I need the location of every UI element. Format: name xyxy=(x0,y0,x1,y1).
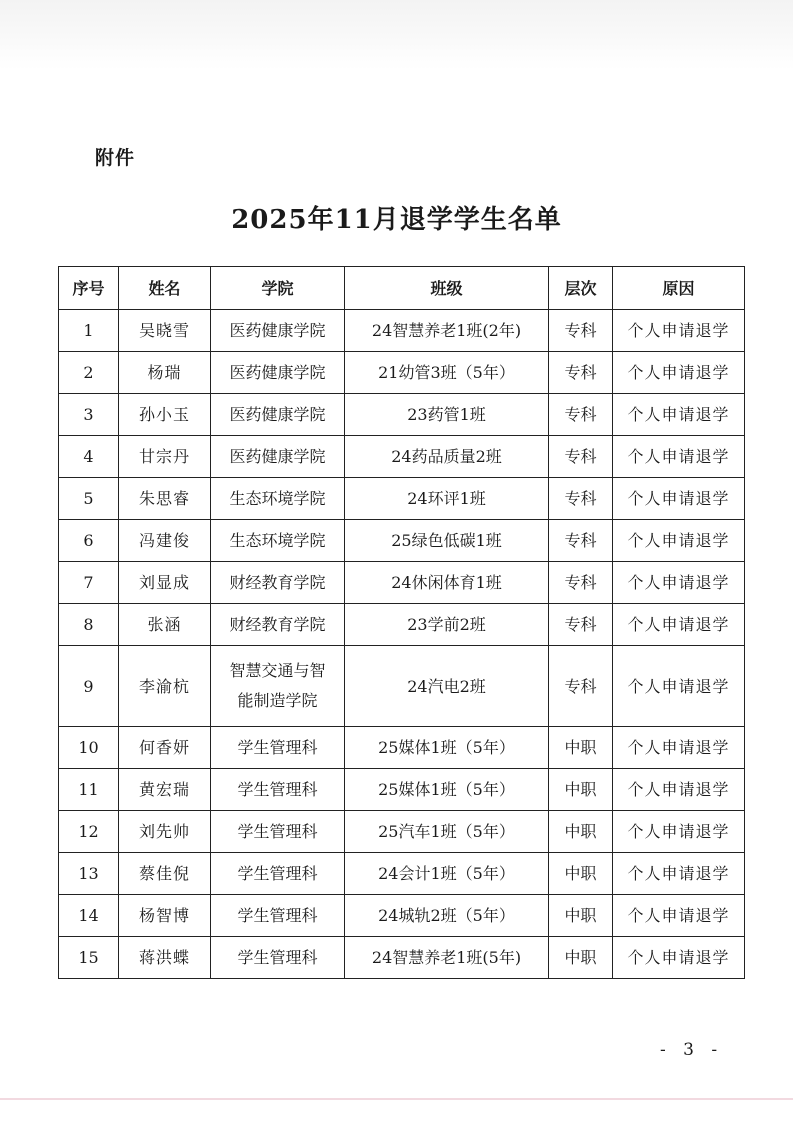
cell-level: 中职 xyxy=(549,769,613,811)
cell-class: 24汽电2班 xyxy=(345,646,549,727)
cell-college: 医药健康学院 xyxy=(211,436,345,478)
cell-college: 学生管理科 xyxy=(211,937,345,979)
cell-name: 刘先帅 xyxy=(119,811,211,853)
cell-level: 专科 xyxy=(549,646,613,727)
cell-level: 专科 xyxy=(549,478,613,520)
cell-class: 25汽车1班（5年） xyxy=(345,811,549,853)
table-row xyxy=(59,727,745,769)
cell-serial: 13 xyxy=(59,853,119,895)
cell-class: 23药管1班 xyxy=(345,394,549,436)
cell-class: 21幼管3班（5年） xyxy=(345,352,549,394)
cell-name: 杨瑞 xyxy=(119,352,211,394)
cell-college: 生态环境学院 xyxy=(211,520,345,562)
attachment-label: 附件 xyxy=(95,147,136,169)
cell-serial: 3 xyxy=(59,394,119,436)
cell-level: 专科 xyxy=(549,520,613,562)
cell-reason: 个人申请退学 xyxy=(613,769,745,811)
cell-serial: 2 xyxy=(59,352,119,394)
table-header-row xyxy=(59,267,745,310)
cell-reason: 个人申请退学 xyxy=(613,394,745,436)
cell-class: 24药品质量2班 xyxy=(345,436,549,478)
table-row xyxy=(59,895,745,937)
cell-serial: 7 xyxy=(59,562,119,604)
cell-level: 专科 xyxy=(549,562,613,604)
cell-reason: 个人申请退学 xyxy=(613,520,745,562)
table-row xyxy=(59,562,745,604)
table-row xyxy=(59,310,745,352)
cell-name: 刘显成 xyxy=(119,562,211,604)
cell-level: 中职 xyxy=(549,811,613,853)
cell-serial: 9 xyxy=(59,646,119,727)
cell-reason: 个人申请退学 xyxy=(613,562,745,604)
table-row xyxy=(59,853,745,895)
cell-level: 中职 xyxy=(549,727,613,769)
cell-college: 学生管理科 xyxy=(211,853,345,895)
cell-level: 中职 xyxy=(549,895,613,937)
cell-serial: 8 xyxy=(59,604,119,646)
cell-class: 24城轨2班（5年） xyxy=(345,895,549,937)
table-row xyxy=(59,646,745,727)
cell-name: 张涵 xyxy=(119,604,211,646)
cell-name: 李渝杭 xyxy=(119,646,211,727)
cell-college: 生态环境学院 xyxy=(211,478,345,520)
cell-reason: 个人申请退学 xyxy=(613,352,745,394)
cell-class: 24休闲体育1班 xyxy=(345,562,549,604)
cell-name: 冯建俊 xyxy=(119,520,211,562)
table-row xyxy=(59,436,745,478)
cell-reason: 个人申请退学 xyxy=(613,310,745,352)
table-row xyxy=(59,352,745,394)
cell-college: 医药健康学院 xyxy=(211,394,345,436)
cell-college: 智慧交通与智能制造学院 xyxy=(211,646,345,727)
cell-name: 甘宗丹 xyxy=(119,436,211,478)
cell-level: 中职 xyxy=(549,937,613,979)
cell-serial: 10 xyxy=(59,727,119,769)
cell-level: 专科 xyxy=(549,310,613,352)
cell-serial: 14 xyxy=(59,895,119,937)
cell-reason: 个人申请退学 xyxy=(613,853,745,895)
cell-level: 专科 xyxy=(549,352,613,394)
cell-college: 医药健康学院 xyxy=(211,352,345,394)
cell-name: 蔡佳倪 xyxy=(119,853,211,895)
scan-top-band xyxy=(0,0,793,70)
cell-college: 财经教育学院 xyxy=(211,562,345,604)
cell-name: 黄宏瑞 xyxy=(119,769,211,811)
cell-college: 医药健康学院 xyxy=(211,310,345,352)
cell-class: 25媒体1班（5年） xyxy=(345,727,549,769)
cell-level: 中职 xyxy=(549,853,613,895)
table-row xyxy=(59,811,745,853)
cell-college: 学生管理科 xyxy=(211,727,345,769)
cell-reason: 个人申请退学 xyxy=(613,604,745,646)
scan-bottom-line xyxy=(0,1098,793,1100)
cell-name: 吴晓雪 xyxy=(119,310,211,352)
cell-name: 朱思睿 xyxy=(119,478,211,520)
header-level: 层次 xyxy=(549,267,613,310)
cell-class: 25媒体1班（5年） xyxy=(345,769,549,811)
cell-reason: 个人申请退学 xyxy=(613,478,745,520)
cell-name: 孙小玉 xyxy=(119,394,211,436)
cell-serial: 6 xyxy=(59,520,119,562)
cell-college: 学生管理科 xyxy=(211,895,345,937)
table-row xyxy=(59,937,745,979)
cell-reason: 个人申请退学 xyxy=(613,937,745,979)
cell-reason: 个人申请退学 xyxy=(613,895,745,937)
cell-serial: 15 xyxy=(59,937,119,979)
cell-serial: 4 xyxy=(59,436,119,478)
cell-level: 专科 xyxy=(549,394,613,436)
cell-name: 何香妍 xyxy=(119,727,211,769)
table-row xyxy=(59,769,745,811)
header-college: 学院 xyxy=(211,267,345,310)
cell-serial: 5 xyxy=(59,478,119,520)
cell-reason: 个人申请退学 xyxy=(613,436,745,478)
header-serial: 序号 xyxy=(59,267,119,310)
header-class: 班级 xyxy=(345,267,549,310)
cell-class: 25绿色低碳1班 xyxy=(345,520,549,562)
table-row xyxy=(59,478,745,520)
cell-class: 23学前2班 xyxy=(345,604,549,646)
cell-reason: 个人申请退学 xyxy=(613,646,745,727)
cell-class: 24会计1班（5年） xyxy=(345,853,549,895)
cell-college: 学生管理科 xyxy=(211,769,345,811)
cell-reason: 个人申请退学 xyxy=(613,727,745,769)
cell-reason: 个人申请退学 xyxy=(613,811,745,853)
cell-name: 杨智博 xyxy=(119,895,211,937)
cell-name: 蒋洪蝶 xyxy=(119,937,211,979)
header-reason: 原因 xyxy=(613,267,745,310)
cell-class: 24环评1班 xyxy=(345,478,549,520)
table-row xyxy=(59,394,745,436)
page-title: 2025年11月退学学生名单 xyxy=(231,205,562,235)
table-row xyxy=(59,520,745,562)
cell-serial: 1 xyxy=(59,310,119,352)
cell-level: 专科 xyxy=(549,436,613,478)
cell-serial: 12 xyxy=(59,811,119,853)
withdrawal-table xyxy=(58,266,745,979)
cell-college: 财经教育学院 xyxy=(211,604,345,646)
table-row xyxy=(59,604,745,646)
cell-serial: 11 xyxy=(59,769,119,811)
cell-class: 24智慧养老1班(5年) xyxy=(345,937,549,979)
cell-college: 学生管理科 xyxy=(211,811,345,853)
header-name: 姓名 xyxy=(119,267,211,310)
cell-class: 24智慧养老1班(2年) xyxy=(345,310,549,352)
cell-level: 专科 xyxy=(549,604,613,646)
page-number: - 3 - xyxy=(660,1040,724,1060)
